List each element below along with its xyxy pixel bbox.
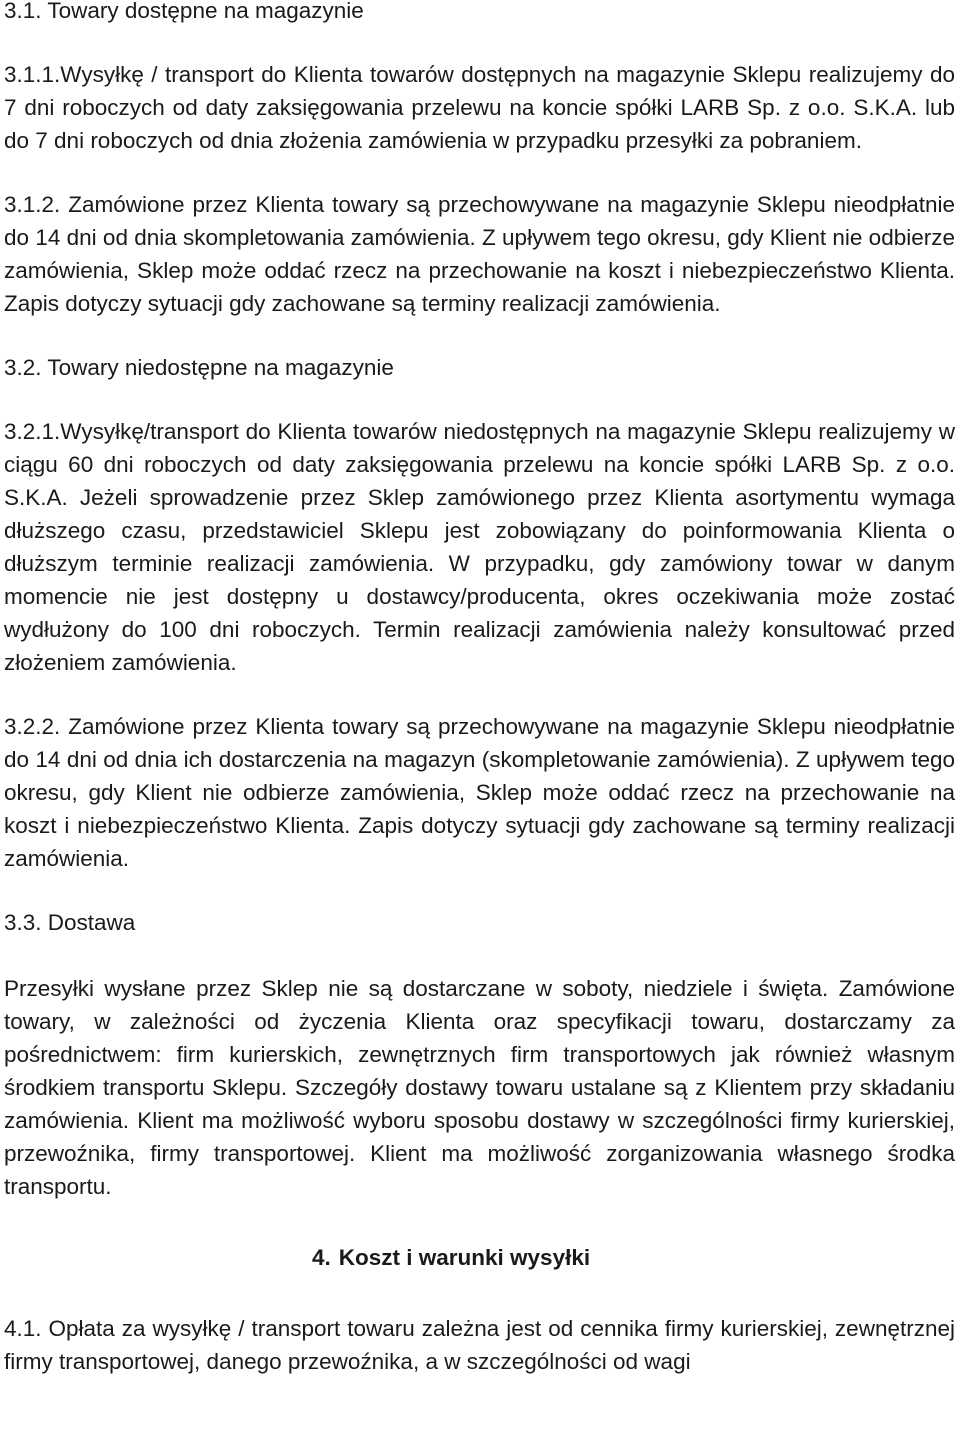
section-number: 4. bbox=[312, 1245, 331, 1270]
paragraph-3-2-2: 3.2.2. Zamówione przez Klienta towary są przechowywane na magazynie Sklepu nieodpłatnie do 14 dni od dnia ich dostarczenia na magazyn (skompletowanie zamówienia). Z upływem tego okresu, gdy Klient nie odbierze zamówienia, Sklep może oddać rzecz na przechowanie na koszt i niebezpieczeństwo Klienta. Zapis dotyczy sytuacji gdy zachowane są terminy realizacji zamówienia. bbox=[4, 714, 955, 871]
section-heading-4 bbox=[4, 1241, 955, 1274]
paragraph-3-1-1: 3.1.1.Wysyłkę / transport do Klienta towarów dostępnych na magazynie Sklepu realizujemy do 7 dni roboczych od daty zaksięgowania przelewu na koncie spółki LARB Sp. z o.o. S.K.A. lub do 7 dni roboczych od dnia złożenia zamówienia w przypadku przesyłki za pobraniem. bbox=[4, 62, 955, 153]
paragraph-3-1-2: 3.1.2. Zamówione przez Klienta towary są przechowywane na magazynie Sklepu nieodpłatnie do 14 dni od dnia skompletowania zamówienia. Z upływem tego okresu, gdy Klient nie odbierze zamówienia, Sklep może oddać rzecz na przechowanie na koszt i niebezpieczeństwo Klienta. Zapis dotyczy sytuacji gdy zachowane są terminy realizacji zamówienia. bbox=[4, 192, 955, 316]
document-page bbox=[4, 0, 955, 1378]
section-heading-3-3: 3.3. Dostawa bbox=[4, 910, 136, 935]
section-title-text: Koszt i warunki wysyłki bbox=[338, 1245, 591, 1270]
spacer bbox=[4, 939, 955, 972]
paragraph-3-2-1: 3.2.1.Wysyłkę/transport do Klienta towarów niedostępnych na magazynie Sklepu realizujemy w ciągu 60 dni roboczych od daty zaksięgowania przelewu na koncie spółki LARB Sp. z o.o. S.K.A. Jeżeli sprowadzenie przez Sklep zamówionego przez Klienta asortymentu wymaga dłuższego czasu, przedstawiciel Sklepu jest zobowiązany do poinformowania Klienta o dłuższym terminie realizacji zamówienia. W przypadku, gdy zamówiony towar w danym momencie nie jest dostępny u dostawcy/producenta, okres oczekiwania może zostać wydłużony do 100 dni roboczych. Termin realizacji zamówienia należy konsultować przed złożeniem zamówienia. bbox=[4, 419, 955, 675]
spacer bbox=[4, 320, 955, 351]
section-heading-3-1: 3.1. Towary dostępne na magazynie bbox=[4, 0, 364, 23]
section-heading-3-2: 3.2. Towary niedostępne na magazynie bbox=[4, 355, 394, 380]
paragraph-4-1: 4.1. Opłata za wysyłkę / transport towaru zależna jest od cennika firmy kurierskiej, zewnętrznej firmy transportowej, danego przewoźnika, a w szczególności od wagi bbox=[4, 1316, 955, 1374]
spacer bbox=[4, 384, 955, 415]
spacer bbox=[4, 157, 955, 188]
spacer bbox=[4, 679, 955, 710]
spacer bbox=[4, 875, 955, 906]
spacer bbox=[4, 1203, 955, 1241]
spacer bbox=[4, 1274, 955, 1312]
spacer bbox=[4, 27, 955, 58]
paragraph-3-3: Przesyłki wysłane przez Sklep nie są dostarczane w soboty, niedziele i święta. Zamówione towary, w zależności od życzenia Klienta oraz specyfikacji towaru, dostarczamy za pośrednictwem: firm kurierskich, zewnętrznych firm transportowych jak również własnym środkiem transportu Sklepu. Szczegóły dostawy towaru ustalane są z Klientem przy składaniu zamówienia. Klient ma możliwość wyboru sposobu dostawy w szczególności firmy kurierskiej, przewoźnika, firmy transportowej. Klient ma możliwość zorganizowania własnego środka transportu. bbox=[4, 976, 955, 1199]
